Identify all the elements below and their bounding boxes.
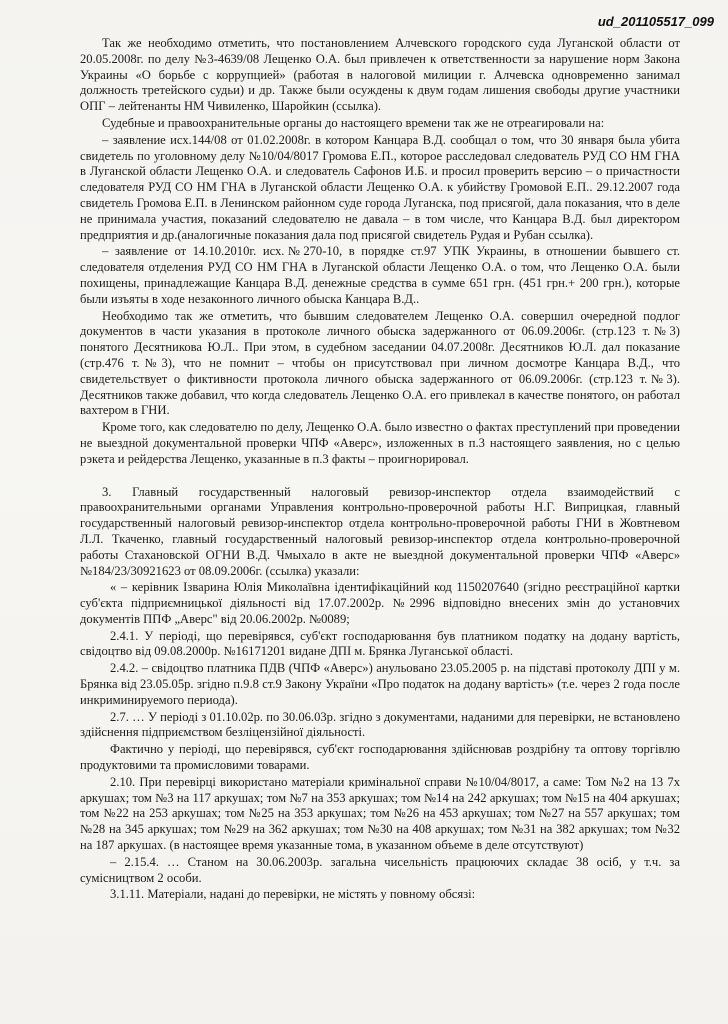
quoted-paragraph: 2.7. … У періоді з 01.10.02р. по 30.06.03р. згідно з документами, наданими для перевірки, не встановлено здійснення підприємством безліцензійної діяльності. <box>80 709 680 740</box>
paragraph: Судебные и правоохранительные органы до настоящего времени так же не отреагировали на: <box>102 115 605 130</box>
quoted-paragraph: 2.10. При перевірці використано матеріали кримінальної справи №10/04/8017, а саме: Том №2 на 13 7x аркушах; том №3 на 117 аркушах; том №7 на 353 аркушах; том №14 на 242 аркушах; том №15 на 404 аркушах; том №22 на 253 аркушах; том №25 на 353 аркушах; том №26 на 453 аркушах; том №27 на 557 аркушах; том №28 на 345 аркушах; том №29 на 362 аркушах; том №30 на 408 аркушах; том №31 на 382 аркушах; том №32 на 187 аркушах. (в настоящее время указанные тома, в указанном объеме в деле отсутствуют) <box>80 774 680 853</box>
paragraph: Кроме того, как следователю по делу, Лещенко О.А. было известно о фактах преступлений при проведении не выездной документальной проверки ЧПФ «Аверс», изложенных в п.3 настоящего заявления, но с целью рэкета и рейдерства Лещенко, указанные в п.3 факты – проигнорировал. <box>80 420 680 466</box>
quoted-paragraph: Фактично у періоді, що перевірявся, суб'єкт господарювання здійснював роздрібну та оптову торгівлю продуктовими та промисловими товарами. <box>80 742 680 773</box>
paragraph: – заявление исх.144/08 от 01.02.2008г. в котором Канцара В.Д. сообщал о том, что 30 января была убита свидетель по уголовному делу №10/04/8017 Громова Е.П., которое расследовал следователь РУД СО НМ ГНА в Луганской области Лещенко О.А. и следователь Сафонов И.Б. и просил проверить версию – о причастности следователя РУД СО НМ ГНА в Луганской области Лещенко О.А. к убийству Громовой Е.П.. 29.12.2007 года свидетель Громова Е.П. в Ленинском районном суде города Луганска, под присягой, дала показания, что в деле не принимала участия, показаний следователю не давала – в том числе, что Канцара В.Д. был директором предприятия и др.(аналогичные показания дала под присягой свидетель Рудая и Рубан ссылка). <box>80 132 680 242</box>
quoted-paragraph: 2.4.2. – свідоцтво платника ПДВ (ЧПФ «Аверс») анульовано 23.05.2005 р. на підставі протоколу ДПІ у м. Брянка від 23.05.05р. згідно п.9.8 ст.9 Закону України «Про податок на додану вартість» (т.е. через 2 года после инкриминируемого периода). <box>80 661 680 707</box>
quoted-paragraph: 3.1.11. Матеріали, надані до перевірки, не містять у повному обсязі: <box>110 887 476 902</box>
section-gap <box>80 469 680 485</box>
section-3-paragraph: 3. Главный государственный налоговый ревизор-инспектор отдела взаимодействий с правоохранительными органами Управления контрольно-проверочной работы Н.Г. Виприцкая, главный государственный налоговый ревизор-инспектор отдела контрольно-проверочной работы ГНИ в Жовтневом Л.Л. Ткаченко, главный государственный налоговый ревизор-инспектор отдела контрольно-проверочной работы Стахановской ОГНИ В.Д. Чмыхало в акте не выездной документальной проверки ЧПФ «Аверс» №184/23/30921623 от 08.09.2006г. (ссылка) указали: <box>80 484 680 578</box>
document-body <box>80 36 680 904</box>
paragraph: Так же необходимо отметить, что постановлением Алчевского городского суда Луганской области от 20.05.2008г. по делу №3-4639/08 Лещенко О.А. был привлечен к ответственности за нарушение норм Закона Украины «О борьбе с коррупцией» (работая в налоговой милиции г. Алчевска одновременно занимал должность третейского судьи) и др. Также были осуждены к двум годам лишения свободы другие участники ОПГ – лейтенанты НМ Чивиленко, Шаройкин (ссылка). <box>80 36 680 114</box>
document-id: ud_201105517_099 <box>597 14 714 29</box>
quoted-paragraph: « – керівник Ізварина Юлія Миколаївна ідентифікаційний код 1150207640 (згідно реєстраційної картки суб'єкта підприємницької діяльності від 17.07.2002р. №2996 відповідно внесених змін до установчих документів ППФ „Аверс" від 20.06.2002р. №0089; <box>80 580 680 626</box>
quoted-paragraph: – 2.15.4. … Станом на 30.06.2003р. загальна чисельність працюючих складає 38 осіб, у т.ч. за сумісництвом 2 особи. <box>80 854 680 885</box>
paragraph: Необходимо так же отметить, что бывшим следователем Лещенко О.А. совершил очередной подлог документов в части указания в протоколе личного обыска задержанного от 06.09.2006г. (стр.123 т.№3) понятого Десятникова Ю.Л.. При этом, в судебном заседании 04.07.2008г. Десятников Ю.Л. дал показание (стр.476 т.№3), что не помнит – чтобы он присутствовал при личном досмотре Канцара В.Д., что свидетельствует о фиктивности протокола личного обыска задержанного от 06.09.2006г. (стр.123 т.№3). Десятников также добавил, что когда следователь Лещенко О.А. его привлекал в качестве понятого, он работал вахтером в ГНИ. <box>80 308 680 418</box>
paragraph: – заявление от 14.10.2010г. исх.№270-10, в порядке ст.97 УПК Украины, в отношении бывшего ст. следователя отделения РУД СО НМ ГНА в Луганской области Лещенко О.А. о том, что Лещенко О.А. были похищены, принадлежащие Канцара В.Д. денежные средства в сумме 651 грн. (451 грн.+ 200 грн.), которые были изъяты в ходе незаконного личного обыска Канцара В.Д.. <box>80 244 680 306</box>
quoted-paragraph: 2.4.1. У періоді, що перевірявся, суб'єкт господарювання був платником податку на додану вартість, свідоцтво від 09.08.2000р. №16171201 видане ДПІ м. Брянка Луганської області. <box>80 628 680 659</box>
